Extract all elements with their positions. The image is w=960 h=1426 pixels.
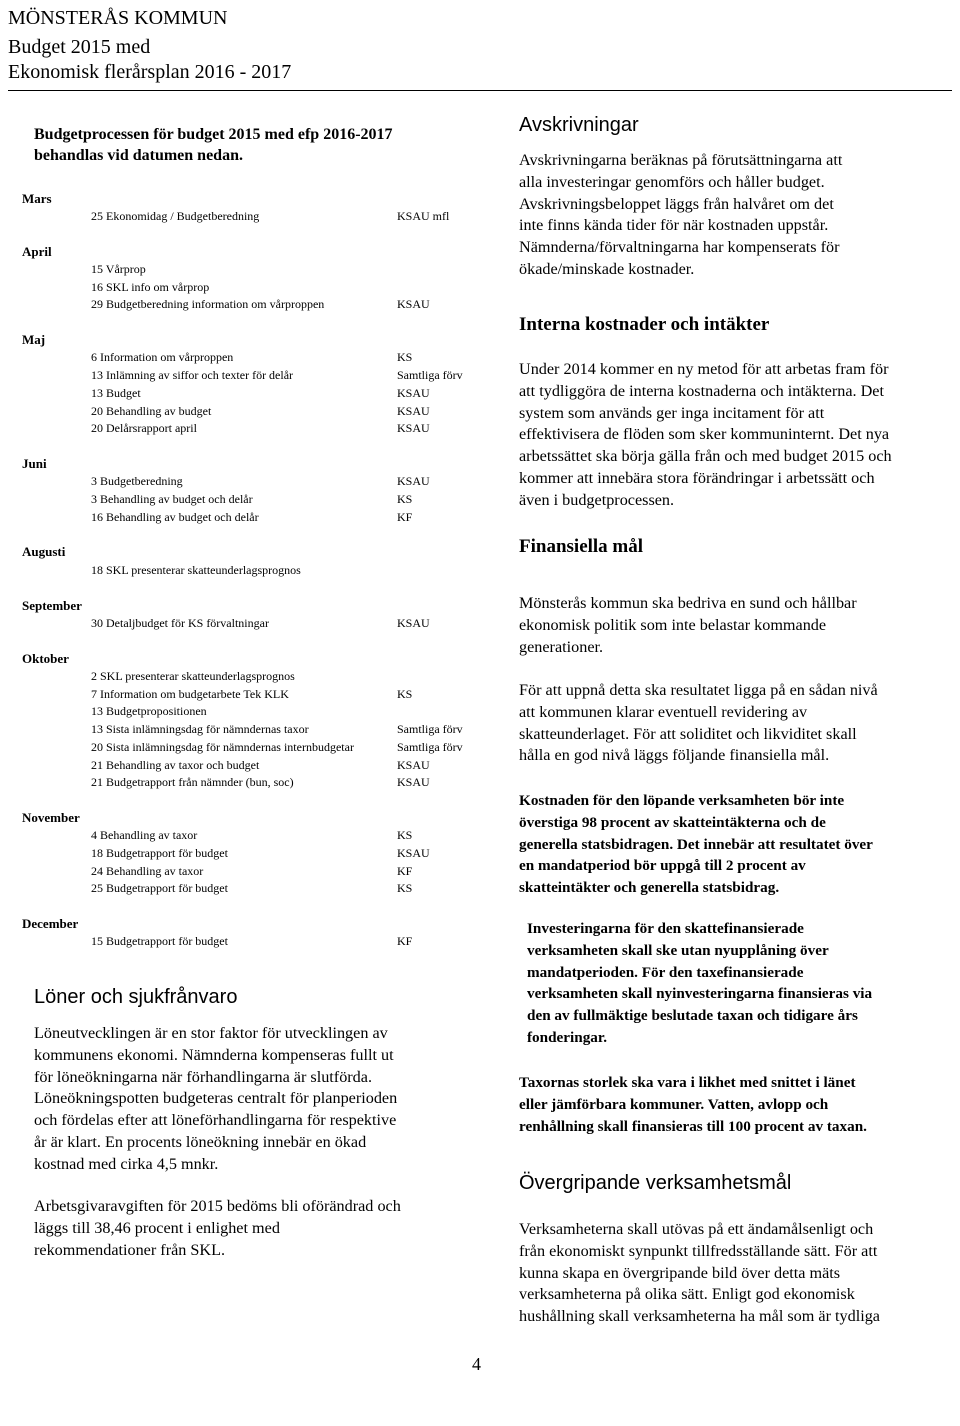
schedule-event [91, 828, 413, 843]
text-line: kommunens ekonomi. Nämnderna kompenseras fullt ut [34, 1045, 394, 1064]
section-heading-interna: Interna kostnader och intäkter [519, 314, 770, 335]
text-line: fonderingar. [527, 1028, 608, 1046]
text-line: hålla en god nivå läggs följande finansiella mål. [519, 746, 830, 765]
event-text: 2 SKL presenterar skatteunderlagsprognos [91, 669, 295, 683]
event-text: 13 Sista inlämningsdag för nämndernas taxor [91, 722, 309, 736]
schedule-event [91, 775, 430, 790]
schedule-event [91, 492, 413, 507]
loner-paragraph-2 [34, 1196, 401, 1261]
event-text: 25 Ekonomidag / Budgetberedning [91, 209, 260, 223]
event-responsible: KS [397, 492, 413, 506]
text-line: läggs till 38,46 procent i enlighet med [34, 1218, 280, 1237]
schedule-event [91, 262, 146, 277]
month-maj: Maj [22, 332, 46, 347]
schedule-event [91, 864, 413, 879]
event-text: 3 Budgetberedning [91, 474, 183, 488]
text-line: från ekonomiskt synpunkt tillfredsställande sätt. För att [519, 1241, 878, 1260]
event-text: 20 Delårsrapport april [91, 421, 197, 435]
event-responsible: KF [397, 934, 413, 948]
event-responsible: KSAU [397, 421, 430, 435]
schedule-event [91, 687, 413, 702]
event-responsible: KS [397, 350, 413, 364]
event-responsible: KSAU [397, 758, 430, 772]
text-line: Under 2014 kommer en ny metod för att arbetas fram för [519, 360, 889, 378]
month-november: November [22, 810, 80, 825]
schedule-event [91, 846, 430, 861]
text-line: ökade/minskade kostnader. [519, 259, 695, 278]
text-line: arbetssättet ska börja gälla från och med budget 2015 och [519, 447, 892, 466]
event-responsible: KS [397, 687, 413, 701]
text-line: alla investeringar genomförs och håller budget. [519, 172, 825, 191]
section-heading-overgripande: Övergripande verksamhetsmål [519, 1172, 792, 1194]
text-line: att tydliggöra de interna kostnaderna och intäkterna. Det [519, 381, 884, 400]
finansiellt-mal-3 [519, 1072, 867, 1137]
finansiellt-mal-1 [519, 790, 873, 899]
event-text: 15 Budgetrapport för budget [91, 934, 228, 948]
month-april: April [22, 244, 52, 259]
text-line: Taxornas storlek ska vara i likhet med snittet i länet [519, 1074, 856, 1091]
header-divider [8, 90, 952, 91]
schedule-event [91, 510, 413, 525]
schedule-event [91, 563, 301, 578]
org-name: MÖNSTERÅS KOMMUN [8, 7, 228, 29]
event-responsible: Samtliga förv [397, 368, 463, 382]
event-text: 13 Budget [91, 386, 141, 400]
schedule-event [91, 740, 463, 755]
schedule-event [91, 421, 430, 436]
text-line: verksamheterna på olika sätt. Enligt god ekonomisk [519, 1285, 855, 1304]
text-line: system som används ger inga incitament för att [519, 403, 825, 422]
finansiella-paragraph-2 [519, 680, 878, 767]
text-line: kostnad med cirka 4,5 mnkr. [34, 1154, 219, 1173]
text-line: verksamheten skall nyinvesteringarna finansieras via [527, 985, 873, 1003]
event-text: 7 Information om budgetarbete Tek KLK [91, 687, 289, 701]
text-line: rekommendationer från SKL. [34, 1240, 226, 1259]
text-line: Kostnaden för den löpande verksamheten bör inte [519, 792, 845, 809]
event-responsible: KF [397, 864, 413, 878]
section-heading-finansiella: Finansiella mål [519, 536, 644, 557]
text-line: generella statsbidragen. Det innebär att resultatet över [519, 835, 873, 853]
text-line: kunna skapa en övergripande bild över detta mäts [519, 1263, 841, 1282]
event-responsible: KS [397, 881, 413, 895]
schedule-event [91, 350, 413, 365]
event-responsible: KSAU mfl [397, 209, 450, 223]
event-responsible: Samtliga förv [397, 722, 463, 736]
event-responsible: KSAU [397, 474, 430, 488]
doc-title-line1: Budget 2015 med [8, 36, 151, 58]
event-responsible: KSAU [397, 404, 430, 418]
text-line: den av fullmäktige beslutade taxan och tidigare års [527, 1007, 858, 1025]
schedule-event [91, 881, 413, 896]
finansiella-paragraph-1 [519, 593, 857, 658]
text-line: att kommunen klarar eventuell revidering av [519, 702, 808, 721]
month-augusti: Augusti [22, 544, 66, 559]
text-line: även i budgetprocessen. [519, 490, 675, 509]
event-text: 18 Budgetrapport för budget [91, 846, 228, 860]
event-text: 13 Budgetpropositionen [91, 704, 207, 718]
schedule-event [91, 404, 430, 419]
text-line: skatteunderlaget. För att soliditet och likviditet skall [519, 724, 857, 743]
schedule-event [91, 669, 295, 684]
text-line: för löneökningarna när förhandlingarna är slutförda. [34, 1067, 373, 1086]
page-number: 4 [472, 1354, 481, 1374]
schedule-event [91, 758, 430, 773]
event-text: 16 SKL info om vårprop [91, 280, 210, 294]
text-line: Avskrivningarna beräknas på förutsättningarna att [519, 151, 843, 169]
text-line: verksamheten skall ske utan nyupplåning över [527, 941, 829, 959]
interna-paragraph [519, 359, 892, 512]
finansiellt-mal-2 [527, 918, 872, 1049]
event-text: 29 Budgetberedning information om vårproppen [91, 297, 325, 311]
text-line: Mönsterås kommun ska bedriva en sund och hållbar [519, 594, 857, 612]
event-responsible: KSAU [397, 616, 430, 630]
event-responsible: KSAU [397, 846, 430, 860]
text-line: Löneökningspotten budgeteras centralt för planperioden [34, 1089, 398, 1108]
event-text: 30 Detaljbudget för KS förvaltningar [91, 616, 269, 630]
event-responsible: KSAU [397, 386, 430, 400]
event-text: 3 Behandling av budget och delår [91, 492, 253, 506]
doc-title-line2: Ekonomisk flerårsplan 2016 - 2017 [8, 61, 292, 83]
avskrivningar-paragraph [519, 150, 842, 281]
schedule-event [91, 209, 450, 224]
month-september: September [22, 598, 82, 613]
event-responsible: KF [397, 510, 413, 524]
event-responsible: KS [397, 828, 413, 842]
text-line: och fördelas efter att löneförhandlingarna för respektive [34, 1111, 397, 1130]
schedule-event [91, 297, 430, 312]
text-line: år är klart. En procents löneökning innebär en ökad [34, 1132, 367, 1151]
text-line: inte finns kända tider för när kostnaden uppstår. [519, 216, 829, 235]
month-mars: Mars [22, 191, 52, 206]
text-line: För att uppnå detta ska resultatet ligga på en sådan nivå [519, 681, 878, 699]
text-line: Investeringarna för den skattefinansierade [527, 920, 804, 937]
schedule-event [91, 386, 430, 401]
event-text: 15 Vårprop [91, 262, 146, 276]
event-text: 13 Inlämning av siffor och texter för delår [91, 368, 294, 382]
text-line: Avskrivningsbeloppet läggs från halvåret om det [519, 194, 834, 213]
schedule-event [91, 704, 207, 719]
budget-process-intro [34, 124, 393, 166]
text-line: Verksamheterna skall utövas på ett ändamålsenligt och [519, 1220, 874, 1238]
event-text: 20 Behandling av budget [91, 404, 212, 418]
event-responsible: KSAU [397, 775, 430, 789]
month-oktober: Oktober [22, 651, 69, 666]
event-text: 4 Behandling av taxor [91, 828, 198, 842]
overgripande-paragraph [519, 1219, 880, 1328]
schedule-event [91, 722, 463, 737]
event-text: 21 Budgetrapport från nämnder (bun, soc) [91, 775, 294, 789]
section-heading-loner: Löner och sjukfrånvaro [34, 986, 238, 1008]
text-line: kommer att innebära stora förändringar i arbetssätt och [519, 468, 875, 487]
text-line: mandatperioden. För den taxefinansierade [527, 963, 804, 981]
event-responsible: Samtliga förv [397, 740, 463, 754]
month-juni: Juni [22, 456, 47, 471]
text-line: generationer. [519, 637, 604, 656]
event-text: 25 Budgetrapport för budget [91, 881, 228, 895]
event-responsible: KSAU [397, 297, 430, 311]
schedule-event [91, 368, 463, 383]
event-text: 6 Information om vårproppen [91, 350, 234, 364]
text-line: skatteintäkter och generella statsbidrag. [519, 879, 780, 897]
text-line: effektivisera de flöden som sker kommuninternt. Det nya [519, 425, 890, 444]
text-line: renhållning skall finansieras till 100 procent av taxan. [519, 1117, 867, 1135]
text-line: överstiga 98 procent av skatteintäkterna och de [519, 813, 826, 831]
text-line: en mandatperiod bör uppgå till 2 procent av [519, 857, 806, 875]
text-line: Arbetsgivaravgiften för 2015 bedöms bli oförändrad och [34, 1197, 401, 1215]
section-heading-avskrivningar: Avskrivningar [519, 114, 639, 136]
text-line: eller jämförbara kommuner. Vatten, avlopp och [519, 1095, 829, 1113]
schedule-event [91, 616, 430, 631]
intro-line1: Budgetprocessen för budget 2015 med efp 2016-2017 [34, 126, 393, 143]
schedule-event [91, 934, 413, 949]
event-text: 16 Behandling av budget och delår [91, 510, 259, 524]
event-text: 20 Sista inlämningsdag för nämndernas internbudgetar [91, 740, 354, 754]
loner-paragraph-1 [34, 1023, 397, 1176]
month-december: December [22, 916, 79, 931]
schedule-event [91, 280, 209, 295]
text-line: ekonomisk politik som inte belastar kommande [519, 615, 827, 634]
intro-line2: behandlas vid datumen nedan. [34, 147, 243, 164]
event-text: 24 Behandling av taxor [91, 864, 204, 878]
text-line: Löneutvecklingen är en stor faktor för utvecklingen av [34, 1024, 388, 1042]
text-line: hushållning skall verksamheterna ha mål som är tydliga [519, 1307, 880, 1326]
text-line: Nämnderna/förvaltningarna har kompenserats för [519, 238, 840, 257]
event-text: 21 Behandling av taxor och budget [91, 758, 260, 772]
event-text: 18 SKL presenterar skatteunderlagsprognos [91, 563, 301, 577]
schedule-event [91, 474, 430, 489]
